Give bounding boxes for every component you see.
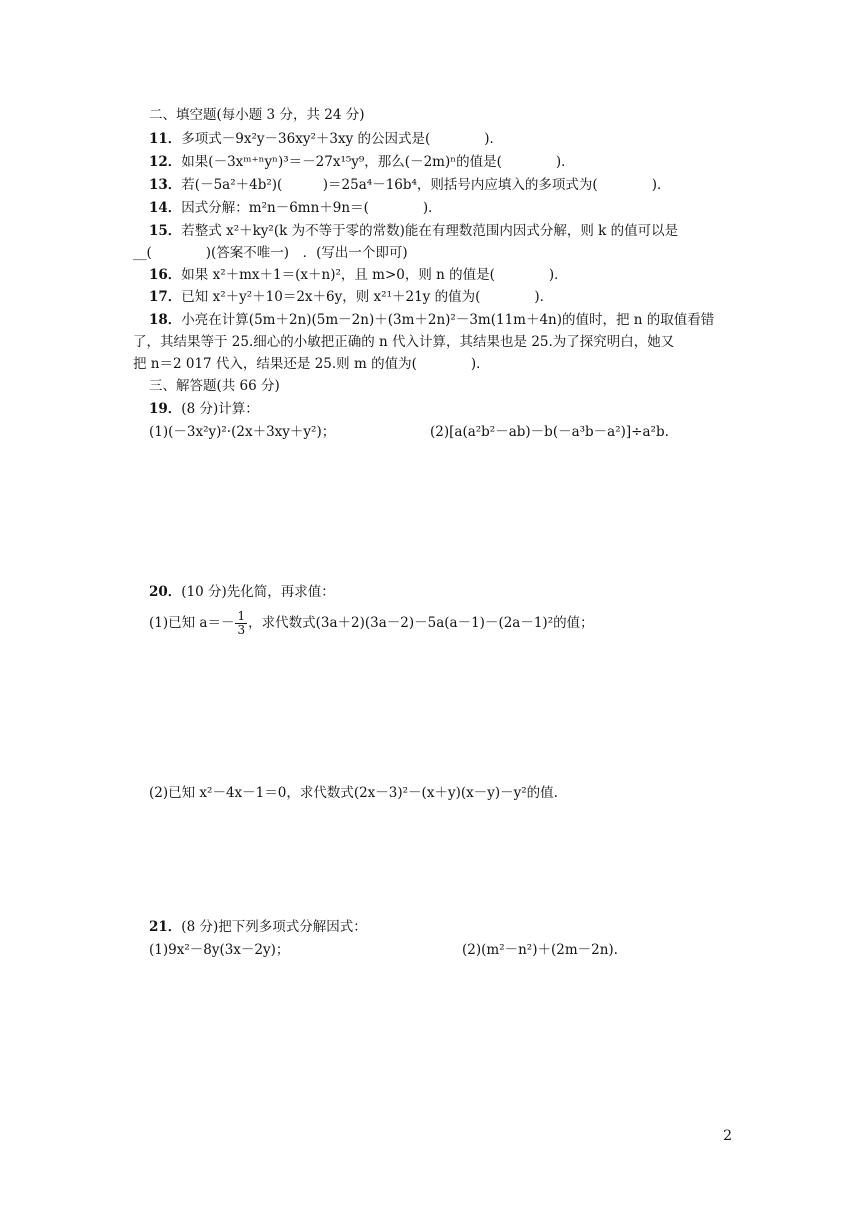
question-number: 16．: [149, 267, 182, 283]
question-21: [149, 918, 367, 936]
part-1-suffix: ，求代数式(3a＋2)(3a－2)－5a(a－1)－(2a－1)²的值；: [248, 615, 594, 631]
section-heading-fill-in: 二、填空题(每小题 3 分，共 24 分): [149, 107, 365, 123]
question-text: 已知 x²＋y²＋10＝2x＋6y，则 x²¹＋21y 的值为( )．: [181, 289, 554, 305]
question-text: 小亮在计算(5m＋2n)(5m－2n)＋(3m＋2n)²－3m(11m＋4n)的值时，把 n 的取值看错: [181, 312, 715, 328]
question-text: 如果(－3xᵐ⁺ⁿyⁿ)³＝－27x¹⁵y⁹，那么(－2m)ⁿ的值是( )．: [181, 154, 575, 170]
question-21-part-2: (2)(m²－n²)＋(2m－2n).: [462, 942, 618, 958]
question-20: [149, 583, 335, 601]
question-number: 15．: [149, 223, 182, 239]
part-1-prefix: (1)已知 a＝－: [149, 615, 235, 631]
question-number: 12．: [149, 154, 182, 170]
question-19-part-2: (2)[a(a²b²－ab)－b(－a³b－a²)]÷a²b.: [430, 424, 669, 440]
question-text: 若(－5a²＋4b²)( )＝25a⁴－16b⁴，则括号内应填入的多项式为( )．: [181, 177, 671, 193]
question-15-continuation: __( )(答案不唯一) ．(写出一个即可): [133, 245, 408, 261]
question-text: (8 分)把下列多项式分解因式：: [181, 919, 367, 935]
question-text: 若整式 x²＋ky²(k 为不等于零的常数)能在有理数范围内因式分解，则 k 的值可以是: [181, 223, 679, 239]
question-text: 如果 x²＋mx＋1＝(x＋n)²，且 m>0，则 n 的值是( )．: [181, 267, 568, 283]
question-18-continuation-1: 了，其结果等于 25.细心的小敏把正确的 n 代入计算，其结果也是 25.为了探究明白，她又: [133, 334, 675, 350]
question-11: [149, 130, 503, 148]
question-number: 13．: [149, 177, 182, 193]
question-number: 20．: [149, 584, 182, 600]
question-15: [149, 222, 678, 240]
question-19-part-1: (1)(－3x²y)²·(2x＋3xy＋y²)；: [149, 424, 336, 440]
question-18: [149, 311, 714, 329]
question-number: 21．: [149, 919, 182, 935]
question-text: 因式分解：m²n－6mn＋9n＝( )．: [181, 200, 442, 216]
fraction-one-third: [235, 610, 247, 637]
section-heading-answers: 三、解答题(共 66 分): [149, 378, 280, 394]
question-12: [149, 153, 575, 171]
question-20-part-1: [149, 610, 594, 637]
page-number: 2: [723, 1128, 732, 1144]
fraction-numerator: 1: [237, 609, 246, 623]
question-text: (8 分)计算：: [181, 401, 259, 417]
question-20-part-2: (2)已知 x²－4x－1＝0，求代数式(2x－3)²－(x＋y)(x－y)－y²的值.: [149, 785, 558, 801]
fraction-denominator: 3: [237, 623, 246, 637]
question-number: 14．: [149, 200, 182, 216]
question-text: 多项式－9x²y－36xy²＋3xy 的公因式是( )．: [181, 131, 504, 147]
question-14: [149, 199, 442, 217]
question-16: [149, 266, 568, 284]
question-number: 17．: [149, 289, 182, 305]
question-number: 18．: [149, 312, 182, 328]
question-number: 19．: [149, 401, 182, 417]
question-text: (10 分)先化简，再求值：: [181, 584, 335, 600]
question-13: [149, 176, 670, 194]
question-number: 11．: [149, 131, 182, 147]
question-18-continuation-2: 把 n＝2 017 代入，结果还是 25.则 m 的值为( )．: [133, 356, 490, 372]
question-19: [149, 400, 259, 418]
question-21-part-1: (1)9x²－8y(3x－2y)；: [149, 942, 290, 958]
question-17: [149, 288, 553, 306]
